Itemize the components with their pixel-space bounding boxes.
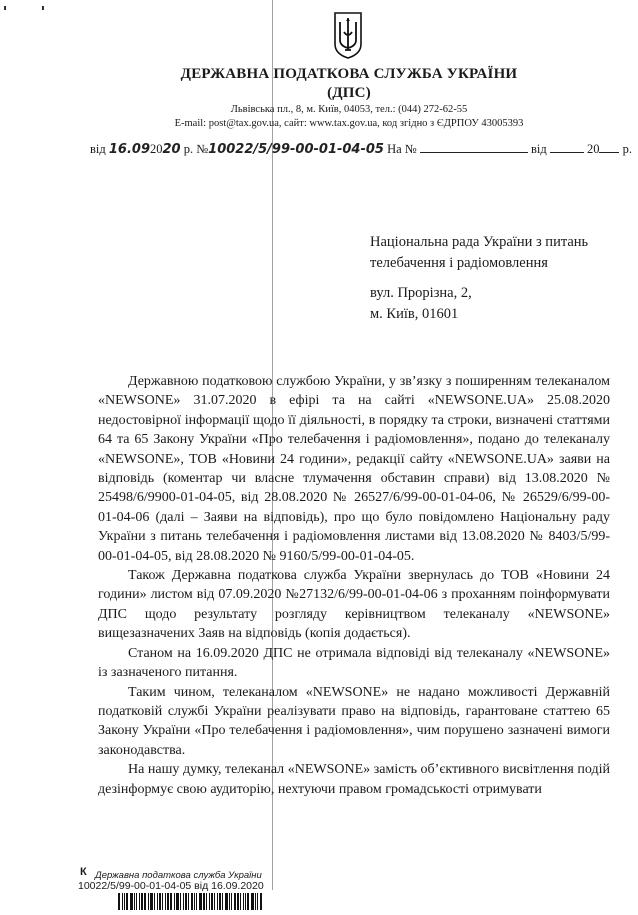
barcode-bar <box>157 893 158 910</box>
reply-label: На № <box>387 142 417 156</box>
body-paragraph: Таким чином, телеканалом «NEWSONE» не надано можливості Державній податковій службі України реалізувати право на відповідь, гарантоване статтею 65 Закону України «Про телебачення і радіомовлення», чим порушено зазначені вимоги законодавства. <box>98 684 610 758</box>
barcode-bar <box>134 893 135 910</box>
barcode-bar <box>162 893 163 910</box>
barcode-bar <box>141 893 143 910</box>
recipient-city: м. Київ, 01601 <box>370 306 459 322</box>
barcode-bar <box>234 893 236 910</box>
barcode-bar <box>203 893 205 910</box>
registration-line <box>90 142 632 157</box>
recipient-line: телебачення і радіомовлення <box>370 255 548 271</box>
barcode-bar <box>167 893 169 910</box>
org-contacts: E-mail: post@tax.gov.ua, сайт: www.tax.gov.ua, код згідно з ЄДРПОУ 43005393 <box>174 118 524 129</box>
barcode-bar <box>154 893 155 910</box>
number-label: р. № <box>183 142 209 156</box>
org-name: ДЕРЖАВНА ПОДАТКОВА СЛУЖБА УКРАЇНИ <box>180 66 518 82</box>
barcode-bar <box>174 893 175 910</box>
scan-mark <box>42 6 44 10</box>
barcode-bar <box>196 893 197 910</box>
barcode-bar <box>237 893 239 910</box>
reply-from-label: від <box>530 142 547 156</box>
barcode-bar <box>188 893 189 910</box>
body-paragraph: Станом на 16.09.2020 ДПС не отримала відповіді від телеканалу «NEWSONE» із зазначеного питання. <box>98 645 610 681</box>
barcode-bar <box>180 893 181 910</box>
handwritten-date: 16.09 <box>108 142 150 157</box>
barcode-bar <box>245 893 246 910</box>
barcode-bar <box>240 893 241 910</box>
barcode-bar <box>260 893 262 910</box>
recipient-address <box>370 283 472 325</box>
handwritten-year: 20 <box>162 142 181 157</box>
barcode-bar <box>130 893 133 910</box>
reply-date-blank <box>550 142 584 153</box>
org-abbreviation: (ДПС) <box>327 85 371 101</box>
barcode-bar <box>222 893 223 910</box>
barcode-bar <box>150 893 153 910</box>
barcode-bar <box>124 893 125 910</box>
recipient-name <box>370 232 588 274</box>
barcode-bar <box>176 893 179 910</box>
reply-year-label: р. <box>622 142 632 156</box>
barcode-bar <box>159 893 161 910</box>
scan-mark <box>4 6 6 10</box>
barcode-bar <box>199 893 202 910</box>
barcode-bar <box>194 893 195 910</box>
barcode-bar <box>144 893 146 910</box>
barcode-bar <box>231 893 232 910</box>
body-paragraph: Також Державна податкова служба України звернулась до ТОВ «Новини 24 години» листом від 07.09.2020 №27132/6/99-00-01-04-06 з проханням поінформувати ДПС щодо результату розгляду керівництвом телеканалу «NEWSONE» вищезазначених Заяв на відповідь (копія додається). <box>98 568 610 642</box>
barcode-bar <box>165 893 166 910</box>
year-prefix: 20 <box>150 142 163 156</box>
footer-org-stamp: Державна податкова служба України <box>95 870 262 881</box>
barcode-bar <box>209 893 210 910</box>
barcode-bar <box>170 893 172 910</box>
barcode-bar <box>183 893 184 910</box>
org-address: Львівська пл., 8, м. Київ, 04053, тел.: (044) 272-62-55 <box>230 104 468 115</box>
barcode-bar <box>219 893 221 910</box>
body-paragraph: Державною податковою службою України, у зв’язку з поширенням телеканалом «NEWSONE» 31.07.2020 в ефірі та на сайті «NEWSONE.UA» 25.08.2020 недостовірної інформації щодо її діяльності, в порядку та строки, визначені статтями 64 та 65 Закону України «Про телебачення і радіомовлення», подано до телеканалу «NEWSONE», ТОВ «Новини 24 години», редакції сайту «NEWSONE.UA» заяви на відповідь (коментар чи власне тлумачення обставин справи) від 13.08.2020 № 25498/6/9900-01-04-05, від 28.08.2020 № 26527/6/99-00-01-04-06, № 26529/6/99-00-01-04-06 (далі – Заяви на відповідь), про що було повідомлено Національну раду України з питань телебачення і радіомовлення листами від 13.08.2020 № 8403/5/99-00-01-04-05, від 28.08.2020 № 9160/5/99-00-01-04-05. <box>98 374 610 564</box>
barcode-bar <box>191 893 193 910</box>
from-label: від <box>90 142 106 156</box>
letter-body <box>98 372 610 799</box>
reply-year-prefix: 20 <box>586 142 600 156</box>
recipient-line: Національна рада України з питань <box>370 234 589 250</box>
barcode-bar <box>257 893 258 910</box>
reply-year-blank <box>599 142 619 153</box>
barcode-bar <box>255 893 256 910</box>
recipient-street: вул. Прорізна, 2, <box>370 285 472 301</box>
barcode-bar <box>126 893 128 910</box>
barcode-bar <box>185 893 187 910</box>
reply-number-blank <box>420 142 528 153</box>
barcode-bar <box>251 893 254 910</box>
barcode-bar <box>214 893 215 910</box>
barcode-bar <box>211 893 213 910</box>
barcode-bar <box>229 893 230 910</box>
footer-letter: К <box>80 866 87 878</box>
barcode <box>118 893 278 910</box>
barcode-bar <box>247 893 249 910</box>
barcode-bar <box>225 893 228 910</box>
body-paragraph: На нашу думку, телеканал «NEWSONE» замість об’єктивного висвітлення подій дезінформує свою аудиторію, нехтуючи правом громадськості отримувати <box>98 762 610 797</box>
barcode-bar <box>118 893 120 910</box>
barcode-bar <box>122 893 123 910</box>
barcode-bar <box>136 893 137 910</box>
handwritten-number: 10022/5/99-00-01-04-05 <box>208 142 384 157</box>
trident-emblem-icon <box>333 10 363 60</box>
footer-reg-code: 10022/5/99-00-01-04-05 від 16.09.2020 <box>78 880 264 892</box>
barcode-bar <box>139 893 140 910</box>
barcode-bar <box>148 893 149 910</box>
barcode-bar <box>243 893 244 910</box>
barcode-bar <box>206 893 207 910</box>
barcode-bar <box>217 893 218 910</box>
